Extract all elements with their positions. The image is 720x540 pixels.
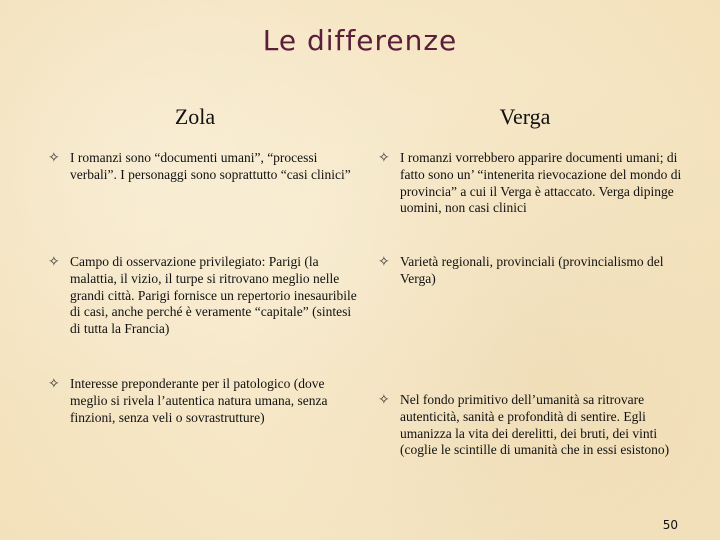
list-item-text: I romanzi sono “documenti umani”, “processi verbali”. I personaggi sono soprattutto “casi clinici” bbox=[70, 150, 351, 182]
list-item-text: Varietà regionali, provinciali (provincialismo del Verga) bbox=[400, 254, 664, 286]
four-point-star-icon: ✧ bbox=[378, 150, 390, 166]
page-number: 50 bbox=[662, 518, 678, 532]
column-heading-verga: Verga bbox=[499, 104, 551, 129]
list-item-text: Interesse preponderante per il patologico (dove meglio si rivela l’autentica natura umana, senza finzioni, senza veli o sovrastrutture) bbox=[70, 376, 328, 425]
four-point-star-icon: ✧ bbox=[378, 254, 390, 270]
list-item bbox=[376, 254, 690, 288]
list-item-text: Nel fondo primitivo dell’umanità sa ritrovare autenticità, sanità e profondità di sentire. Egli umanizza la vita dei derelitti, dei bruti, dei vinti (coglie le scintille di umanità che in essi esistono) bbox=[400, 392, 670, 458]
list-item bbox=[376, 150, 690, 217]
four-point-star-icon: ✧ bbox=[48, 254, 60, 270]
four-point-star-icon: ✧ bbox=[48, 150, 60, 166]
column-heading-zola: Zola bbox=[174, 104, 216, 129]
list-item bbox=[46, 376, 360, 426]
four-point-star-icon: ✧ bbox=[378, 392, 390, 408]
four-point-star-icon: ✧ bbox=[48, 376, 60, 392]
list-item bbox=[46, 254, 360, 338]
list-item-text: I romanzi vorrebbero apparire documenti umani; di fatto sono un’ “intenerita rievocazione del mondo di provincia” a cui il Verga è attaccato. Verga dipinge uomini, non casi clinici bbox=[400, 150, 682, 216]
slide-title: Le differenze bbox=[262, 24, 458, 57]
list-item-text: Campo di osservazione privilegiato: Parigi (la malattia, il vizio, il turpe si ritrovano meglio nelle grandi città. Parigi fornisce un repertorio inesauribile di casi, anche perché è veramente “capitale” (sintesi di tutta la Francia) bbox=[70, 254, 357, 337]
list-item bbox=[46, 150, 360, 184]
list-item bbox=[376, 392, 690, 459]
